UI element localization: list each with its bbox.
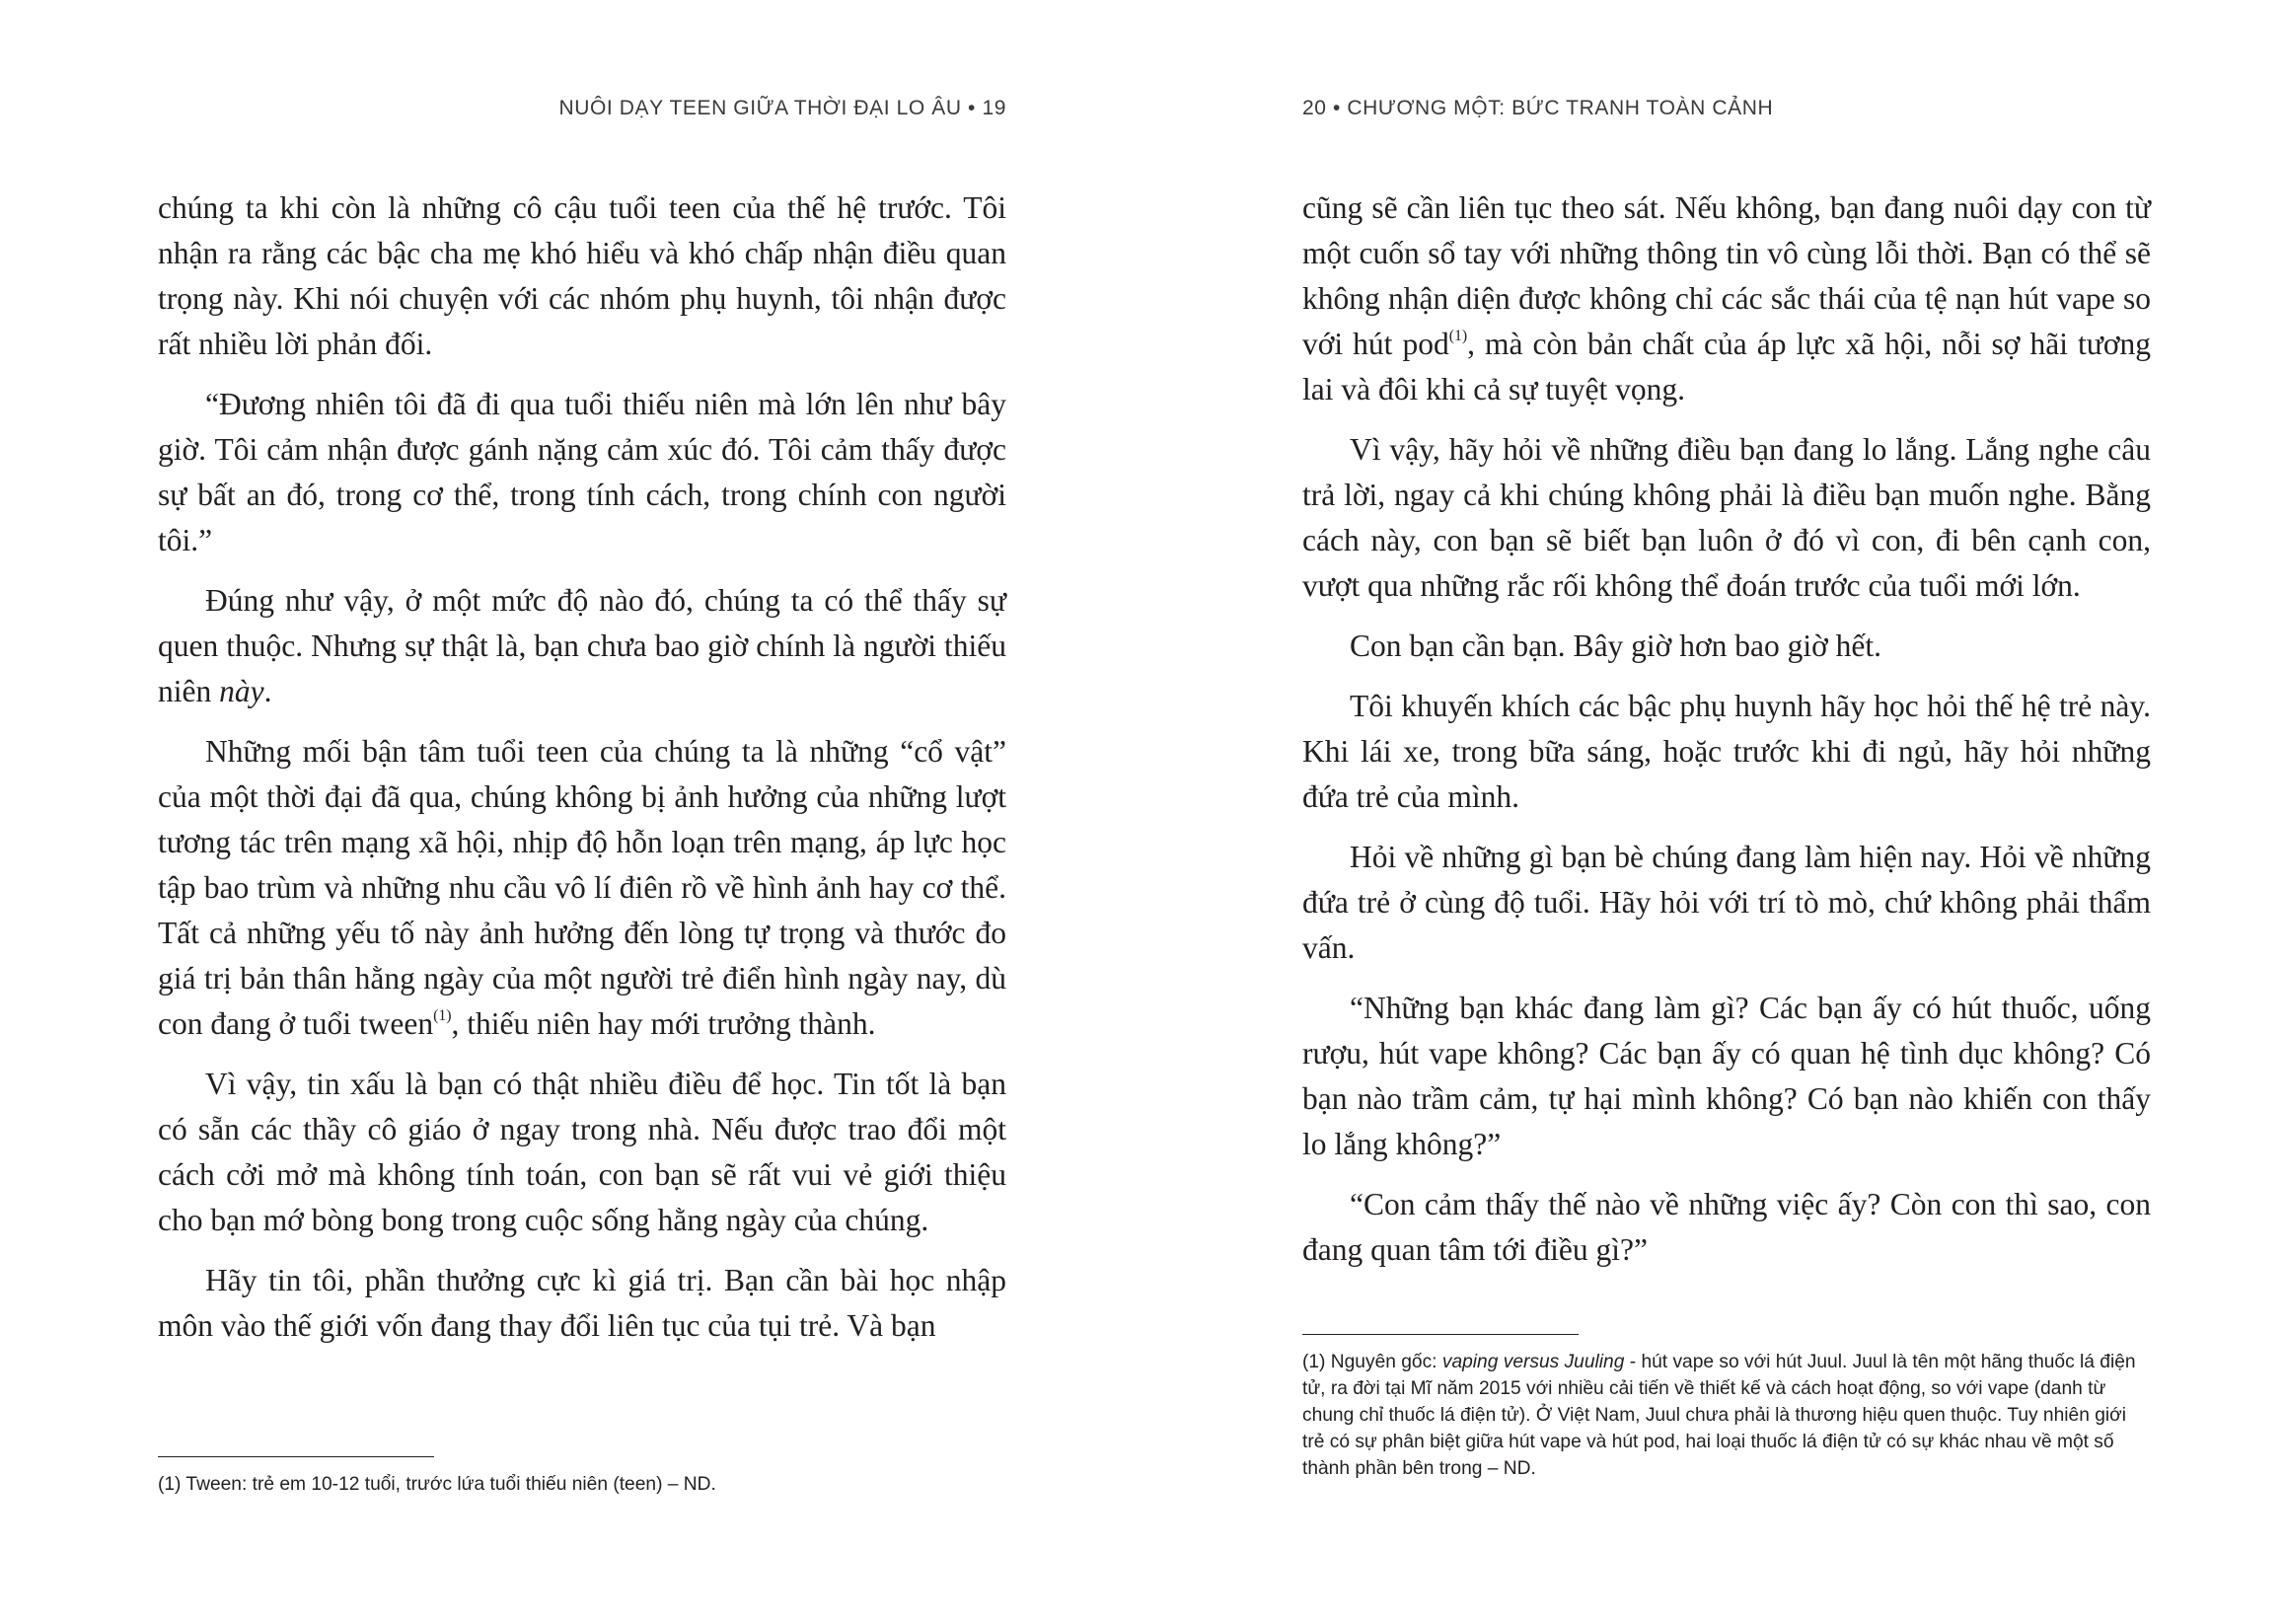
paragraph: Vì vậy, hãy hỏi về những điều bạn đang lo lắng. Lắng nghe câu trả lời, ngay cả khi chúng không phải là điều bạn muốn nghe. Bằng cách này, con bạn sẽ biết bạn luôn ở đó vì con, đi bên cạnh con, vượt qua những rắc rối không thể đoán trước của tuổi mới lớn.	[1302, 432, 2151, 603]
paragraph-text: Những mối bận tâm tuổi teen của chúng ta là những “cổ vật” của một thời đại đã qua, chúng không bị ảnh hưởng của những lượt tương tác trên mạng xã hội, nhịp độ hỗn loạn trên mạng, áp lực học tập bao trùm và những nhu cầu vô lí điên rồ về hình ảnh hay cơ thể. Tất cả những yếu tố này ảnh hưởng đến lòng tự trọng và thước đo giá trị bản thân hằng ngày của một người trẻ điển hình ngày nay, dù con đang ở tuổi tween	[158, 734, 1006, 1041]
left-body-text	[158, 185, 1006, 1364]
paragraph: Vì vậy, tin xấu là bạn có thật nhiều điều để học. Tin tốt là bạn có sẵn các thầy cô giáo ở ngay trong nhà. Nếu được trao đổi một cách cởi mở mà không tính toán, con bạn sẽ rất vui vẻ giới thiệu cho bạn mớ bòng bong trong cuộc sống hằng ngày của chúng.	[158, 1067, 1006, 1237]
paragraph	[158, 729, 1006, 1047]
paragraph-text: .	[263, 674, 272, 708]
footnote-italic: vaping versus Juuling	[1441, 1352, 1625, 1372]
running-head-right: 20 • CHƯƠNG MỘT: BỨC TRANH TOÀN CẢNH	[1302, 97, 1774, 119]
footnote-text: - hút vape so với hút Juul. Juul là tên một hãng thuốc lá điện tử, ra đời tại Mĩ năm 2015 với nhiều cải tiến về thiết kế và cách hoạt động, so với vape (danh từ chung chỉ thuốc lá điện tử). Ở Việt Nam, Juul chưa phải là thương hiệu quen thuộc. Tuy nhiên giới trẻ có sự phân biệt giữa hút vape và hút pod, hai loại thuốc lá điện tử có sự khác nhau về một số thành phần bên trong – ND.	[1302, 1352, 2136, 1479]
paragraph: Con bạn cần bạn. Bây giờ hơn bao giờ hết.	[1350, 628, 1881, 663]
paragraph: Hãy tin tôi, phần thưởng cực kì giá trị. Bạn cần bài học nhập môn vào thế giới vốn đang thay đổi liên tục của tụi trẻ. Và bạn	[158, 1263, 1006, 1343]
paragraph-text: , mà còn bản chất của áp lực xã hội, nỗi sợ hãi tương lai và đôi khi cả sự tuyệt vọng.	[1302, 327, 2151, 406]
right-page	[1302, 0, 2151, 1624]
paragraph	[1302, 185, 2151, 412]
footnote: (1) Tween: trẻ em 10-12 tuổi, trước lứa tuổi thiếu niên (teen) – ND.	[158, 1474, 716, 1495]
footnote-reference[interactable]: (1)	[433, 1006, 452, 1024]
right-footnotes	[1302, 1334, 2151, 1482]
paragraph	[158, 578, 1006, 714]
footnote-divider	[1302, 1334, 1579, 1335]
left-page	[158, 0, 1006, 1624]
footnote	[1302, 1349, 2151, 1482]
paragraph: Tôi khuyến khích các bậc phụ huynh hãy học hỏi thế hệ trẻ này. Khi lái xe, trong bữa sáng, hoặc trước khi đi ngủ, hãy hỏi những đứa trẻ của mình.	[1302, 689, 2151, 814]
left-footnotes	[158, 1456, 1006, 1498]
paragraph-text: , thiếu niên hay mới trưởng thành.	[451, 1006, 876, 1041]
paragraph: chúng ta khi còn là những cô cậu tuổi teen của thế hệ trước. Tôi nhận ra rằng các bậc cha mẹ khó hiểu và khó chấp nhận điều quan trọng này. Khi nói chuyện với các nhóm phụ huynh, tôi nhận được rất nhiều lời phản đối.	[158, 190, 1006, 361]
paragraph: “Những bạn khác đang làm gì? Các bạn ấy có hút thuốc, uống rượu, hút vape không? Các bạn ấy có quan hệ tình dục không? Có bạn nào trầm cảm, tự hại mình không? Có bạn nào khiến con thấy lo lắng không?”	[1302, 991, 2151, 1161]
footnote-divider	[158, 1456, 434, 1457]
paragraph-text: cũng sẽ cần liên tục theo sát. Nếu không, bạn đang nuôi dạy con từ một cuốn sổ tay với những thông tin vô cùng lỗi thời. Bạn có thể sẽ không nhận diện được không chỉ các sắc thái của tệ nạn hút vape so với hút pod	[1302, 190, 2151, 361]
paragraph-text: Đúng như vậy, ở một mức độ nào đó, chúng ta có thể thấy sự quen thuộc. Nhưng sự thật là, bạn chưa bao giờ chính là người thiếu niên	[158, 583, 1006, 708]
right-body-text	[1302, 185, 2151, 1288]
running-head-left: NUÔI DẠY TEEN GIỮA THỜI ĐẠI LO ÂU • 19	[558, 97, 1006, 119]
paragraph: Hỏi về những gì bạn bè chúng đang làm hiện nay. Hỏi về những đứa trẻ ở cùng độ tuổi. Hãy hỏi với trí tò mò, chứ không phải thẩm vấn.	[1302, 840, 2151, 965]
footnote-reference[interactable]: (1)	[1448, 327, 1468, 344]
paragraph: “Đương nhiên tôi đã đi qua tuổi thiếu niên mà lớn lên như bây giờ. Tôi cảm nhận được gánh nặng cảm xúc đó. Tôi cảm thấy được sự bất an đó, trong cơ thể, trong tính cách, trong chính con người tôi.”	[158, 387, 1006, 557]
italic-emphasis: này	[219, 674, 264, 708]
footnote-text: (1) Nguyên gốc:	[1302, 1352, 1442, 1372]
paragraph: “Con cảm thấy thế nào về những việc ấy? Còn con thì sao, con đang quan tâm tới điều gì?”	[1302, 1187, 2151, 1267]
